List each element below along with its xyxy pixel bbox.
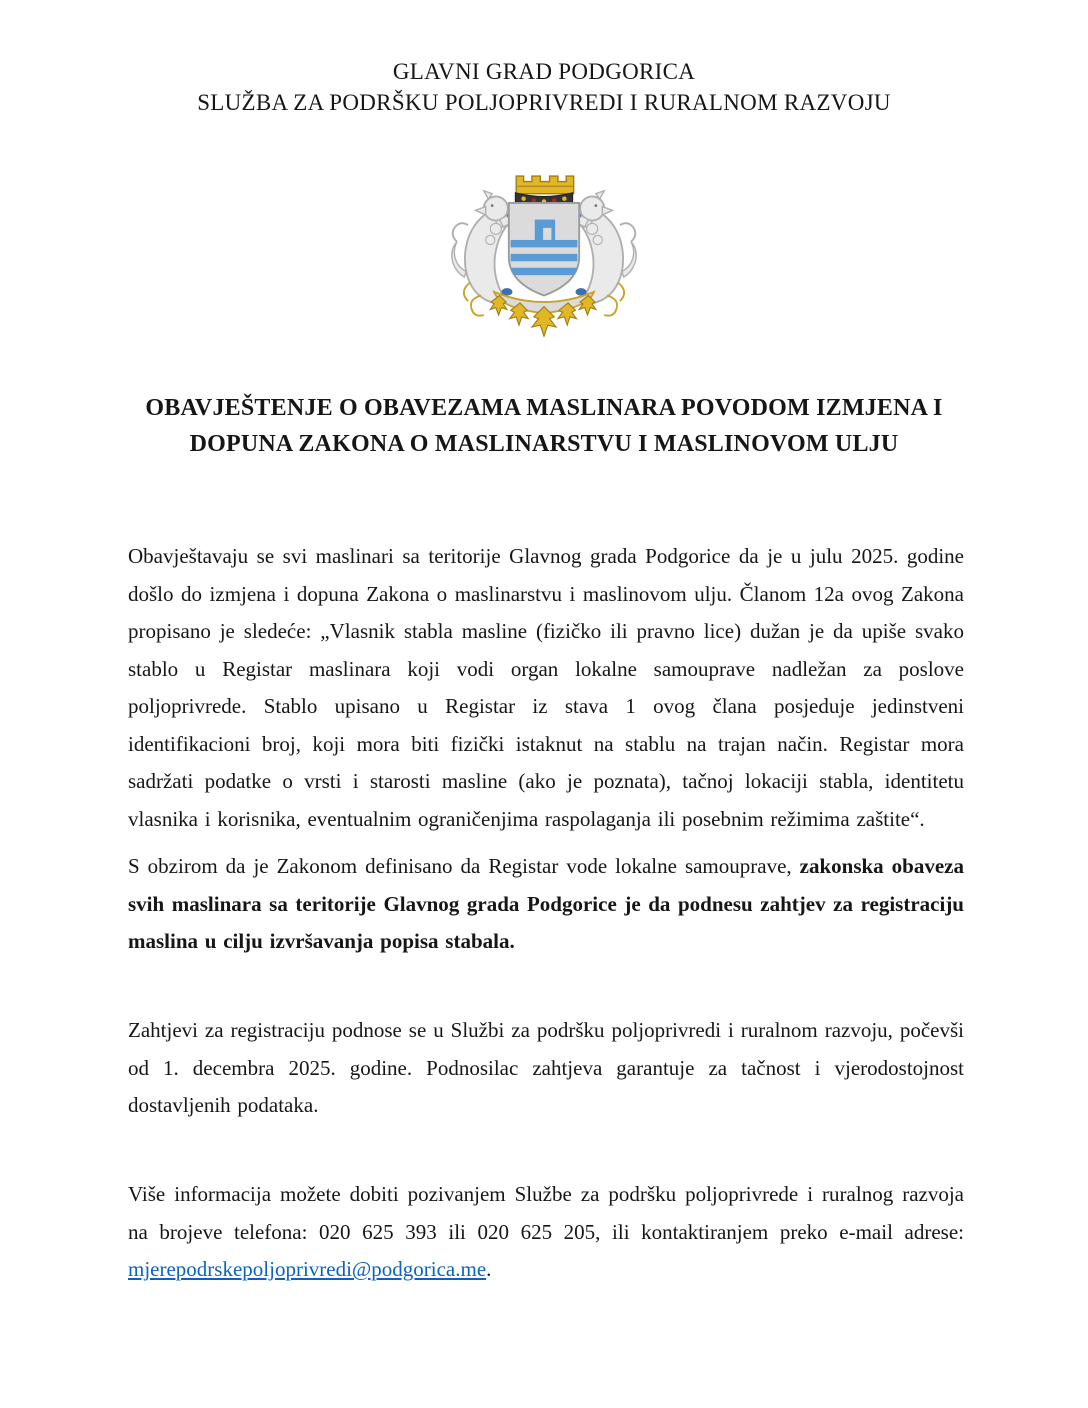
paragraph-submission-info: Zahtjevi za registraciju podnose se u Službi za podršku poljoprivredi i ruralnom razvoju, počevši od 1. decembra 2025. godine. Podnosilac zahtjeva garantuje za tačnost i vjerodostojnost dostavljenih podataka. [128, 1018, 964, 1117]
coat-of-arms-podgorica-icon [442, 164, 646, 340]
paragraph-contact-info [128, 1176, 964, 1289]
document-title-line1: OBAVJEŠTENJE O OBAVEZAMA MASLINARA POVODOM IZMJENA I [145, 395, 943, 421]
paragraph-legal-obligation-normal: S obzirom da je Zakonom definisano da Registar vode lokalne samouprave, [128, 854, 800, 878]
document-title [110, 390, 978, 462]
mural-crown-icon [516, 176, 573, 194]
shield [509, 203, 579, 296]
email-link[interactable]: mjerepodrskepoljoprivredi@podgorica.me [128, 1257, 487, 1281]
paragraph-legal-obligation-bold: zakonska obaveza svih maslinara sa teritorije Glavnog grada Podgorice je da podnesu zahtjev za registraciju maslina u cilju izvršavanja popisa stabala. [128, 854, 964, 953]
document-header [0, 56, 1088, 118]
lion-left [452, 191, 515, 303]
paragraph-contact-text: Više informacija možete dobiti pozivanjem Službe za podršku poljoprivrede i ruralnog razvoja na brojeve telefona: 020 625 393 ili 020 625 205, ili kontaktiranjem preko e-mail adrese: [128, 1182, 964, 1244]
paragraph-legal-obligation [128, 848, 964, 961]
header-department: SLUŽBA ZA PODRŠKU POLJOPRIVREDI I RURALNOM RAZVOJU [197, 90, 891, 115]
paragraph-law-amendments: Obavještavaju se svi maslinari sa teritorije Glavnog grada Podgorice da je u julu 2025. godine došlo do izmjena i dopuna Zakona o maslinarstvu i maslinovom ulju. Članom 12a ovog Zakona propisano je sledeće: „Vlasnik stabla masline (fizičko ili pravno lice) dužan je da upiše svako stablo u Registar maslinara koji vodi organ lokalne samouprave nadležan za poslove poljoprivrede. Stablo upisano u Registar iz stava 1 ovog člana posjeduje jedinstveni identifikacioni broj, koji mora biti fizički istaknut na stablu na trajan način. Registar mora sadržati podatke o vrsti i starosti masline (ako je poznata), tačnoj lokaciji stabla, identitetu vlasnika i korisnika, eventualnim ograničenjima raspolaganja ili posebnim režimima zaštite“. [128, 544, 964, 831]
paragraph-contact-period: . [486, 1257, 492, 1281]
header-institution: GLAVNI GRAD PODGORICA [392, 59, 696, 84]
document-title-line2: DOPUNA ZAKONA O MASLINARSTVU I MASLINOVOM ULJU [189, 431, 899, 457]
lion-right [574, 191, 637, 303]
